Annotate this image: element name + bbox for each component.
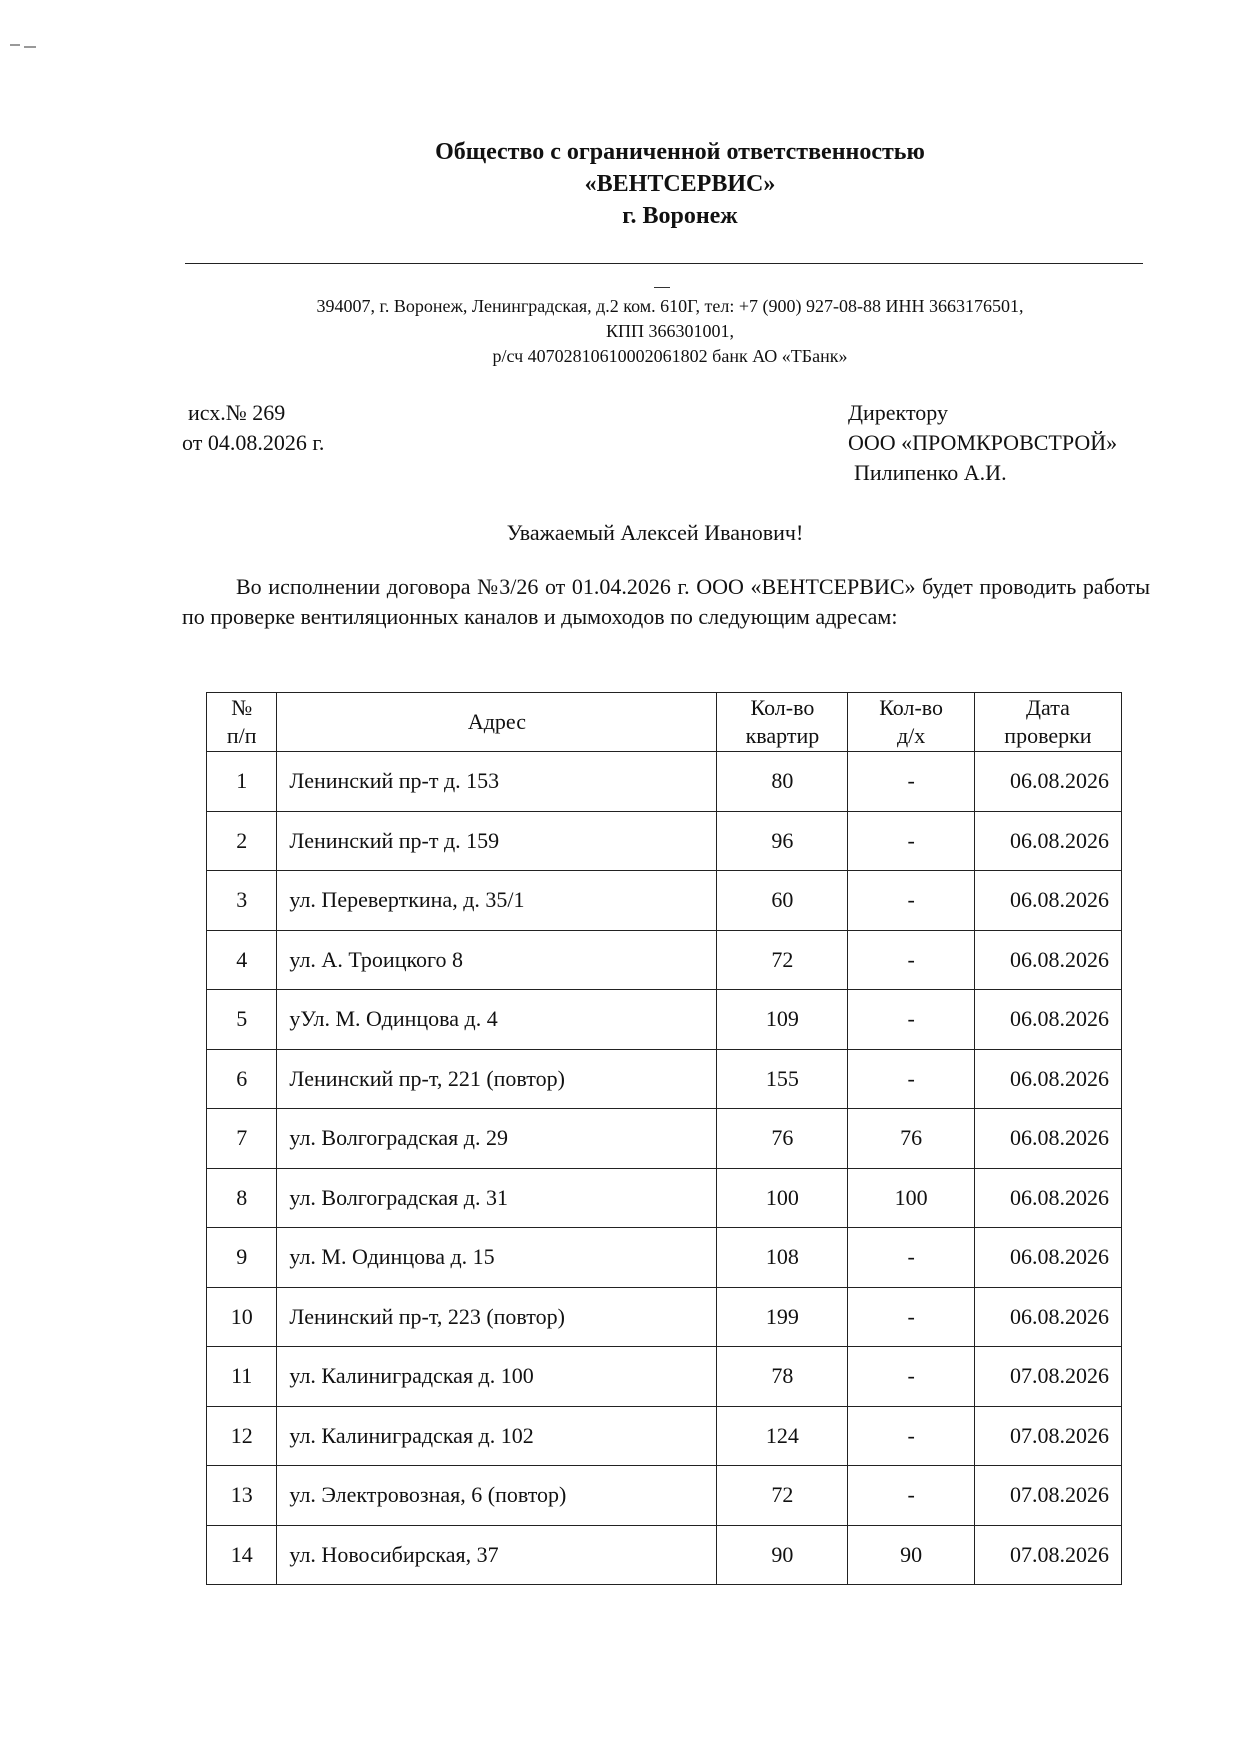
header-number-line1: № (231, 695, 253, 720)
row-address: ул. Калиниградская д. 102 (277, 1406, 717, 1466)
address-schedule-table (206, 692, 1122, 1585)
row-date: 06.08.2026 (974, 990, 1121, 1050)
addressee-block (848, 398, 1117, 488)
table-row (207, 752, 1122, 812)
addressee-position: Директору (848, 400, 948, 425)
row-address: ул. Волгоградская д. 29 (277, 1109, 717, 1169)
row-address: уУл. М. Одинцова д. 4 (277, 990, 717, 1050)
row-chimneys: - (848, 1287, 974, 1347)
row-chimneys: 76 (848, 1109, 974, 1169)
row-number: 6 (207, 1049, 277, 1109)
row-number: 12 (207, 1406, 277, 1466)
row-address: ул. Волгоградская д. 31 (277, 1168, 717, 1228)
row-date: 06.08.2026 (974, 811, 1121, 871)
requisites-address-line: 394007, г. Воронеж, Ленинградская, д.2 ком. 610Г, тел: +7 (900) 927-08-88 ИНН 3663176501, (316, 296, 1024, 316)
row-chimneys: - (848, 871, 974, 931)
row-date: 06.08.2026 (974, 1168, 1121, 1228)
scan-artifact-dash (654, 287, 670, 288)
letterhead-company-name: «ВЕНТСЕРВИС» (584, 171, 776, 197)
row-number: 11 (207, 1347, 277, 1407)
row-number: 3 (207, 871, 277, 931)
row-flats: 155 (717, 1049, 848, 1109)
row-address: ул. Переверткина, д. 35/1 (277, 871, 717, 931)
row-date: 07.08.2026 (974, 1525, 1121, 1585)
header-date (974, 693, 1121, 752)
scan-artifact (10, 44, 38, 48)
row-chimneys: 100 (848, 1168, 974, 1228)
row-chimneys: - (848, 1228, 974, 1288)
table-row (207, 1168, 1122, 1228)
letterhead-company-form: Общество с ограниченной ответственностью (435, 139, 925, 165)
row-chimneys: - (848, 752, 974, 812)
row-number: 10 (207, 1287, 277, 1347)
row-flats: 72 (717, 930, 848, 990)
table-row (207, 930, 1122, 990)
row-date: 06.08.2026 (974, 752, 1121, 812)
table-row (207, 1525, 1122, 1585)
table-row (207, 1109, 1122, 1169)
row-chimneys: - (848, 990, 974, 1050)
row-address: ул. Новосибирская, 37 (277, 1525, 717, 1585)
table-row (207, 871, 1122, 931)
row-flats: 78 (717, 1347, 848, 1407)
row-flats: 199 (717, 1287, 848, 1347)
row-chimneys: - (848, 930, 974, 990)
row-date: 06.08.2026 (974, 1228, 1121, 1288)
row-chimneys: - (848, 1406, 974, 1466)
table-row (207, 990, 1122, 1050)
row-number: 8 (207, 1168, 277, 1228)
row-flats: 80 (717, 752, 848, 812)
row-number: 13 (207, 1466, 277, 1526)
row-date: 07.08.2026 (974, 1466, 1121, 1526)
header-flats (717, 693, 848, 752)
row-chimneys: - (848, 811, 974, 871)
header-chimneys-line1: Кол-во (879, 695, 944, 720)
table-row (207, 1287, 1122, 1347)
row-flats: 60 (717, 871, 848, 931)
header-chimneys (848, 693, 974, 752)
row-date: 06.08.2026 (974, 930, 1121, 990)
outgoing-number: исх.№ 269 (188, 400, 286, 425)
row-address: Ленинский пр-т, 223 (повтор) (277, 1287, 717, 1347)
addressee-company: ООО «ПРОМКРОВСТРОЙ» (848, 430, 1118, 455)
row-date: 06.08.2026 (974, 871, 1121, 931)
row-address: Ленинский пр-т д. 153 (277, 752, 717, 812)
letterhead-city: г. Воронеж (622, 203, 738, 229)
header-number-line2: п/п (226, 723, 257, 748)
row-number: 2 (207, 811, 277, 871)
row-number: 5 (207, 990, 277, 1050)
requisites-bank-line: р/сч 40702810610002061802 банк АО «ТБанк» (492, 346, 848, 366)
header-chimneys-line2: д/х (896, 723, 926, 748)
row-date: 06.08.2026 (974, 1049, 1121, 1109)
row-date: 07.08.2026 (974, 1406, 1121, 1466)
header-address: Адрес (277, 693, 717, 752)
row-address: ул. М. Одинцова д. 15 (277, 1228, 717, 1288)
row-flats: 109 (717, 990, 848, 1050)
row-flats: 100 (717, 1168, 848, 1228)
row-address: ул. А. Троицкого 8 (277, 930, 717, 990)
outgoing-reference (182, 398, 324, 458)
outgoing-date: от 04.08.2026 г. (182, 430, 325, 455)
row-address: Ленинский пр-т, 221 (повтор) (277, 1049, 717, 1109)
row-flats: 108 (717, 1228, 848, 1288)
row-flats: 124 (717, 1406, 848, 1466)
table-header-row (207, 693, 1122, 752)
row-flats: 90 (717, 1525, 848, 1585)
salutation: Уважаемый Алексей Иванович! (506, 520, 804, 545)
addressee-name: Пилипенко А.И. (854, 460, 1007, 485)
row-number: 1 (207, 752, 277, 812)
row-address: ул. Калиниградская д. 100 (277, 1347, 717, 1407)
requisites-kpp-line: КПП 366301001, (605, 321, 734, 341)
letter-body-paragraph: Во исполнении договора №3/26 от 01.04.2026 г. ООО «ВЕНТСЕРВИС» будет проводить работы по проверке вентиляционных каналов и дымоходов по следующим адресам: (182, 574, 1150, 629)
row-date: 06.08.2026 (974, 1109, 1121, 1169)
header-divider (185, 263, 1143, 264)
letterhead (0, 136, 1240, 232)
company-requisites (0, 294, 1240, 369)
row-date: 06.08.2026 (974, 1287, 1121, 1347)
table-row (207, 1347, 1122, 1407)
row-chimneys: - (848, 1049, 974, 1109)
row-flats: 76 (717, 1109, 848, 1169)
row-flats: 72 (717, 1466, 848, 1526)
row-number: 4 (207, 930, 277, 990)
header-flats-line2: квартир (745, 723, 820, 748)
row-address: Ленинский пр-т д. 159 (277, 811, 717, 871)
table-row (207, 1049, 1122, 1109)
row-chimneys: - (848, 1466, 974, 1526)
row-number: 7 (207, 1109, 277, 1169)
row-number: 14 (207, 1525, 277, 1585)
table-row (207, 1228, 1122, 1288)
row-chimneys: - (848, 1347, 974, 1407)
row-chimneys: 90 (848, 1525, 974, 1585)
header-date-line2: проверки (1004, 723, 1092, 748)
table-row (207, 1466, 1122, 1526)
row-flats: 96 (717, 811, 848, 871)
header-date-line1: Дата (1026, 695, 1070, 720)
table-row (207, 811, 1122, 871)
row-address: ул. Электровозная, 6 (повтор) (277, 1466, 717, 1526)
header-flats-line1: Кол-во (750, 695, 815, 720)
table-row (207, 1406, 1122, 1466)
row-number: 9 (207, 1228, 277, 1288)
header-number (207, 693, 277, 752)
row-date: 07.08.2026 (974, 1347, 1121, 1407)
